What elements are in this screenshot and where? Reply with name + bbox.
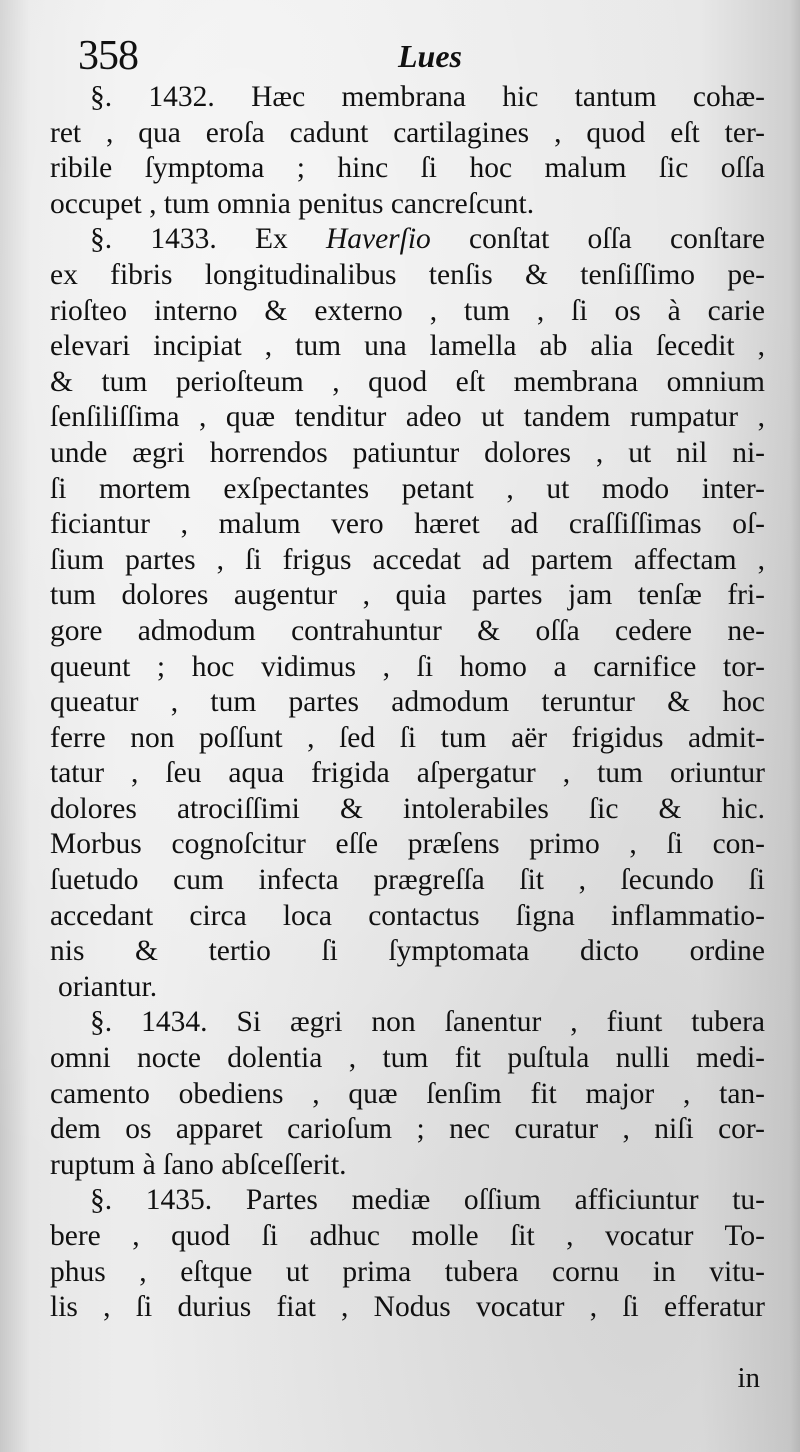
text-line: §. 1433. Ex Haverſio conſtat oſſa conſtare: [90, 223, 765, 256]
text-line: ficiantur , malum vero hæret ad craſſiſſimas oſ-: [50, 508, 765, 541]
text-line: §. 1432. Hæc membrana hic tantum cohæ-: [90, 81, 765, 113]
text-line: nis & tertio ſi ſymptomata dicto ordine: [50, 935, 765, 968]
text-line: & tum perioſteum , quod eſt membrana omnium: [50, 365, 765, 398]
text-line: ſi mortem exſpectantes petant , ut modo inter-: [50, 472, 765, 505]
text-line: ret , qua eroſa cadunt cartilagines , quod eſt ter-: [50, 116, 765, 149]
text-line: ſenſiliſſima , quæ tenditur adeo ut tandem rumpatur ,: [50, 401, 765, 434]
author-name: Haverſio: [325, 223, 431, 256]
text-line: ruptum à ſano abſceſſerit.: [50, 1148, 347, 1181]
text-line: unde ægri horrendos patiuntur dolores , ut nil ni-: [50, 436, 765, 469]
text-line: §. 1435. Partes mediæ oſſium afficiuntur tu-: [90, 1184, 765, 1217]
text-line: dolores atrociſſimi & intolerabiles ſic & hic.: [50, 792, 765, 825]
text-line: Morbus cognoſcitur eſſe præſens primo , ſi con-: [50, 828, 765, 861]
body-text: [50, 80, 765, 1326]
text-line: queatur , tum partes admodum teruntur & hoc: [50, 686, 765, 719]
text-line: queunt ; hoc vidimus , ſi homo a carnifice tor-: [50, 650, 765, 683]
text-line: ex fibris longitudinalibus tenſis & tenſiſſimo pe-: [50, 258, 765, 291]
text-line: ſium partes , ſi frigus accedat ad partem affectam ,: [50, 543, 765, 576]
text-line: tatur , ſeu aqua frigida aſpergatur , tum oriuntur: [50, 757, 765, 790]
text-line: bere , quod ſi adhuc molle ſit , vocatur To-: [50, 1220, 765, 1252]
running-head: Lues: [398, 38, 462, 74]
text-line: dem os apparet carioſum ; nec curatur , niſi cor-: [50, 1113, 765, 1146]
page-header: [78, 28, 768, 88]
text-line: camento obediens , quæ ſenſim fit major , tan-: [50, 1077, 765, 1110]
text-line: oriantur.: [58, 970, 158, 1003]
text-line: omni nocte dolentia , tum fit puſtula nulli medi-: [50, 1042, 765, 1075]
text-line: tum dolores augentur , quia partes jam tenſæ fri-: [50, 579, 765, 612]
text-line: rioſteo interno & externo , tum , ſi os à carie: [50, 294, 765, 327]
catchword: in: [737, 1362, 760, 1394]
text-line: ribile ſymptoma ; hinc ſi hoc malum ſic oſſa: [50, 152, 765, 185]
text-line: ſuetudo cum infecta prægreſſa ſit , ſecundo ſi: [50, 864, 765, 897]
text-line: lis , ſi durius fiat , Nodus vocatur , ſi efferatur: [50, 1291, 765, 1324]
text-line: accedant circa loca contactus ſigna inflammatio-: [50, 899, 765, 932]
text-line: elevari incipiat , tum una lamella ab alia ſecedit ,: [50, 330, 765, 363]
page-number: 358: [78, 33, 138, 79]
text-line: ferre non poſſunt , ſed ſi tum aër frigidus admit-: [50, 721, 765, 754]
text-line: §. 1434. Si ægri non ſanentur , fiunt tubera: [90, 1006, 765, 1039]
text-line: gore admodum contrahuntur & oſſa cedere ne-: [50, 614, 765, 647]
text-line: occupet , tum omnia penitus cancreſcunt.: [50, 187, 535, 220]
text-line: phus , eſtque ut prima tubera cornu in vitu-: [50, 1255, 765, 1288]
